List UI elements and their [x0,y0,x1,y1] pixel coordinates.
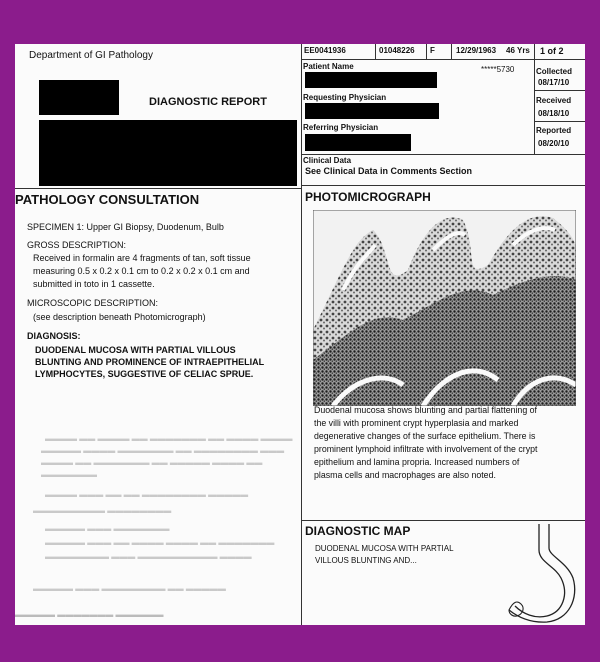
row-divider [534,90,585,91]
reported-date: 08/20/10 [538,139,570,148]
photomicrograph-title: PHOTOMICROGRAPH [305,190,431,204]
requesting-physician-label: Requesting Physician [303,93,387,102]
patient-dob: 12/29/1963 [456,46,497,55]
row-divider [301,154,585,155]
gross-description-label: GROSS DESCRIPTION: [27,240,127,250]
row-divider [301,59,585,60]
reported-label: Reported [536,126,572,135]
diagnostic-map-title: DIAGNOSTIC MAP [305,524,411,538]
report-sheet: Department of GI Pathology DIAGNOSTIC REPORT EE0041936 01048226 F 12/29/1963 46 Yrs 1 of 2 Patient Name *****5730 Requesting Physician Referring Physician Collected 08/17/10 Received 08/18/10 Reported 08/20/10 Clinical Data See Clinical Data in Comments Section PATHOLOGY CONSULTATION SPECIMEN 1: Upper GI Biopsy, Duodenum, Bulb GROSS DESCRIPTION: Received in formalin are 4 fragments of tan, soft tissue measuring 0.5 x 0.2 x 0.1 cm to 0.2 x 0.2 x 0.1 cm and submitted in toto in 1 cassette. MICROSCOPIC DESCRIPTION: (see description beneath Photomicrograph) DIAGNOSIS: DUODENAL MUCOSA WITH PARTIAL VILLOUS BLUNTING AND PROMINENCE OF INTRAEPITHELIAL LYMPHOCYTES, SUGGESTIVE OF CELIAC SPRUE. ▬▬▬▬ ▬▬ ▬▬▬▬ ▬▬ ▬▬▬▬▬▬▬ ▬▬ ▬▬▬▬ ▬▬▬▬ ▬▬▬▬▬ ▬▬▬▬ ▬▬▬▬▬▬▬ ▬▬ ▬▬▬▬▬▬▬▬ ▬▬▬ ▬▬▬▬ ▬▬ ▬▬▬▬▬▬▬ ▬▬ ▬▬▬▬▬ ▬▬▬▬ ▬▬ ▬▬▬▬▬▬▬ ▬▬▬▬ ▬▬▬ ▬▬ ▬▬ ▬▬▬▬▬▬▬▬ ▬▬▬▬▬ ▬▬▬▬▬▬▬▬▬ ▬▬▬▬▬▬▬▬ ▬▬▬▬▬ ▬▬▬ ▬▬▬▬▬▬▬ ▬▬▬▬▬ ▬▬▬ ▬▬ ▬▬▬▬ ▬▬▬▬ ▬▬ ▬▬▬▬▬▬▬ ▬▬▬▬▬▬▬▬ ▬▬▬ ▬▬▬▬▬▬▬▬▬▬ ▬▬▬▬ ▬▬▬▬▬ ▬▬▬ ▬▬▬▬▬▬▬▬ ▬▬ ▬▬▬▬▬ ▬▬▬▬▬ ▬▬▬▬▬▬▬ ▬▬▬▬▬▬ PHOTOMICROGRAPH Duodenal mucosa shows blunting and partial flattening of the villi with prominent crypt hyperplasia and marked degenerative changes of the surface epithelium. There is prominent lymphoid infiltrate with involvement of the crypt epithelium and lamina propria. Increased numbers of plasma cells and macrophages are also noted. DIAGNOSTIC MAP DUODENAL MUCOSA WITH PARTIAL VILLOUS BLUNTING AND... [15,44,585,625]
cell-divider [426,44,427,59]
patient-name-label: Patient Name [303,62,354,71]
microscopic-description-label: MICROSCOPIC DESCRIPTION: [27,298,159,308]
collected-label: Collected [536,67,573,76]
section-divider [301,520,585,521]
received-label: Received [536,96,572,105]
redaction-referring-physician [305,134,411,151]
redaction-logo [39,80,119,115]
diagnostic-map-text: DUODENAL MUCOSA WITH PARTIAL VILLOUS BLUNTING AND... [315,544,454,565]
photomicrograph-image [313,210,576,406]
clinical-data-label: Clinical Data [303,156,352,165]
cell-divider [534,44,535,154]
department-name: Department of GI Pathology [29,50,153,61]
consultation-title: PATHOLOGY CONSULTATION [15,192,200,207]
report-title: DIAGNOSTIC REPORT [149,96,267,108]
patient-sex: F [430,46,435,55]
cell-divider [375,44,376,59]
section-divider [15,188,301,189]
received-date: 08/18/10 [538,109,570,118]
page-number: 1 of 2 [540,46,564,56]
stomach-diagram-icon [503,522,583,624]
patient-id-suffix: *****5730 [481,65,515,74]
clinical-data-value: See Clinical Data in Comments Section [305,166,473,176]
diagnosis-label: DIAGNOSIS: [27,331,81,341]
diagnosis-text: DUODENAL MUCOSA WITH PARTIAL VILLOUS BLUNTING AND PROMINENCE OF INTRAEPITHELIAL LYMPHOCYTES, SUGGESTIVE OF CELIAC SPRUE. [35,345,265,379]
record-number: 01048226 [379,46,415,55]
specimen-line: SPECIMEN 1: Upper GI Biopsy, Duodenum, Bulb [27,222,224,232]
gross-description-text: Received in formalin are 4 fragments of tan, soft tissue measuring 0.5 x 0.2 x 0.1 cm to 0.2 x 0.2 x 0.1 cm and submitted in toto in 1 cassette. [33,253,251,289]
collected-date: 08/17/10 [538,78,570,87]
redaction-address [39,120,297,186]
row-divider [301,185,585,186]
accession-number: EE0041936 [304,46,346,55]
redaction-patient-name [305,72,437,88]
column-divider [301,44,302,625]
redaction-requesting-physician [305,103,439,119]
referring-physician-label: Referring Physician [303,123,379,132]
cell-divider [451,44,452,59]
patient-age: 46 Yrs [506,46,530,55]
row-divider [534,121,585,122]
microscopic-description-text: (see description beneath Photomicrograph) [33,312,206,322]
photomicrograph-caption: Duodenal mucosa shows blunting and partial flattening of the villi with prominent crypt hyperplasia and marked degenerative changes of the surface epithelium. There is prominent lymphoid infiltrate with involvement of the crypt epithelium and lamina propria. Increased numbers of plasma cells and macrophages are also noted. [314,405,538,480]
